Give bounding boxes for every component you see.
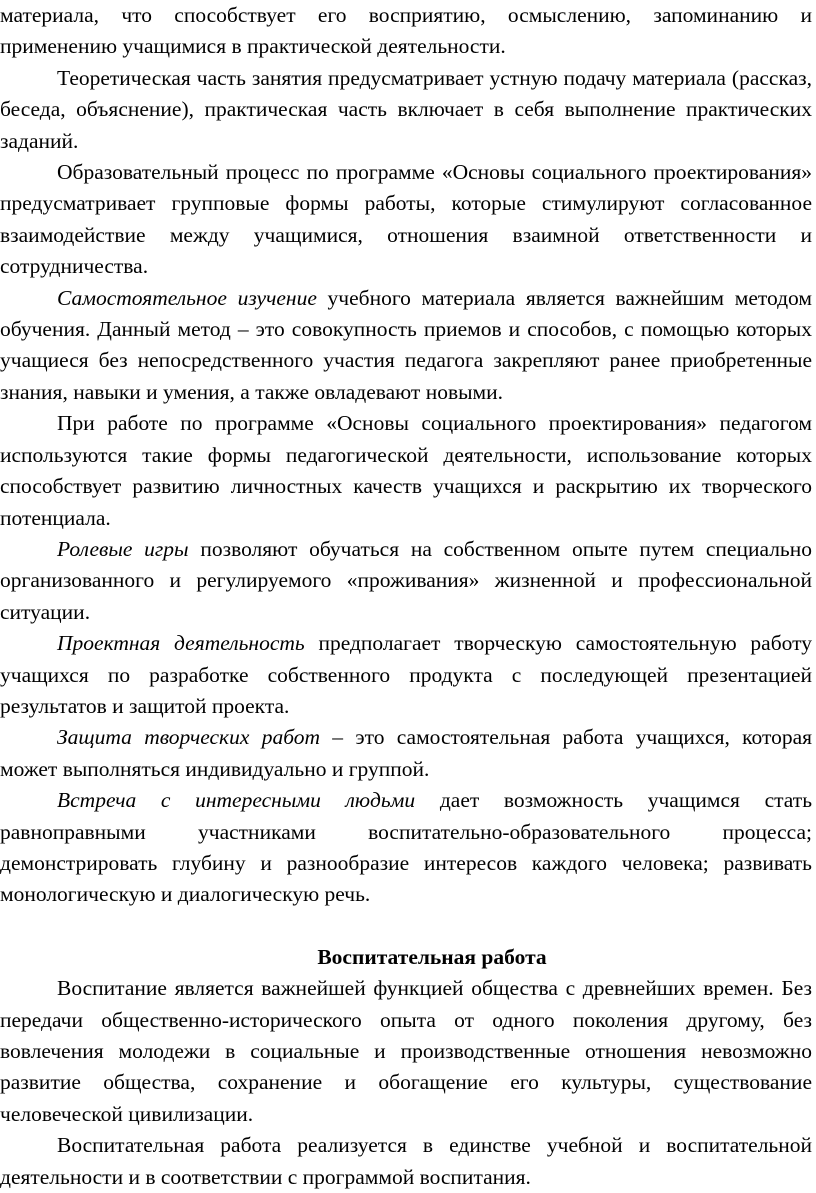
paragraph-text: Образовательный процесс по программе «Основы социального проектирования» предусматривает групповые формы работы, которые стимулируют согласованное взаимодействие между учащимися, отношения взаимной ответственности и сотрудничества.: [0, 160, 812, 279]
paragraph-meetings: [0, 785, 812, 911]
paragraph-continuation: [0, 0, 812, 63]
paragraph-text: предполагает творческую самостоятельную работу учащихся по разработке собственного продукта с последующей презентацией результатов и защитой проекта.: [0, 631, 812, 718]
paragraph-role-games: [0, 534, 812, 628]
paragraph-upbringing: [0, 973, 812, 1130]
paragraph-theory-practice: [0, 63, 812, 157]
paragraph-text: дает возможность учащимся стать равноправными участниками воспитательно-образовательного процесса; демонстрировать глубину и разнообразие интересов каждого человека; развивать монологическую и диалогическую речь.: [0, 788, 812, 907]
paragraph-creative-defense: [0, 722, 812, 785]
paragraph-lead-term: Самостоятельное изучение: [57, 285, 317, 310]
section-heading: Воспитательная работа: [317, 944, 547, 969]
paragraph-text: При работе по программе «Основы социального проектирования» педагогом используются такие формы педагогической деятельности, использование которых способствует развитию личностных качеств учащихся и раскрытию их творческого потенциала.: [0, 411, 812, 530]
paragraph-self-study: [0, 283, 812, 409]
paragraph-text: Воспитание является важнейшей функцией общества с древнейших времен. Без передачи общественно-исторического опыта от одного поколения другому, без вовлечения молодежи в социальные и производственные отношения невозможно развитие общества, сохранение и обогащение его культуры, существование человеческой цивилизации.: [0, 976, 812, 1126]
paragraph-lead-term: Проектная деятельность: [57, 631, 305, 656]
paragraph-text: Теоретическая часть занятия предусматривает устную подачу материала (рассказ, беседа, объяснение), практическая часть включает в себя выполнение практических заданий.: [0, 65, 812, 153]
paragraph-lead-term: Защита творческих работ: [57, 725, 321, 750]
paragraph-pedagogical-forms: [0, 408, 812, 534]
paragraph-lead-term: Встреча с интересными людьми: [57, 788, 416, 813]
paragraph-lead-term: Ролевые игры: [57, 536, 189, 561]
paragraph-project-activity: [0, 628, 812, 722]
paragraph-text: материала, что способствует его восприятию, осмыслению, запоминанию и применению учащимися в практической деятельности.: [0, 3, 812, 59]
paragraph-text: позволяют обучаться на собственном опыте путем специально организованного и регулируемого «проживания» жизненной и профессиональной ситуации.: [0, 536, 812, 624]
paragraph-group-work: [0, 157, 812, 283]
paragraph-text: Воспитательная работа реализуется в единстве учебной и воспитательной деятельности и в соответствии с программой воспитания.: [0, 1133, 812, 1189]
paragraph-text: учебного материала является важнейшим методом обучения. Данный метод – это совокупность приемов и способов, с помощью которых учащиеся без непосредственного участия педагога закрепляют ранее приобретенные знания, навыки и умения, а также овладевают новыми.: [0, 285, 812, 404]
paragraph-upbringing-work: [0, 1130, 812, 1193]
paragraph-text: – это самостоятельная работа учащихся, которая может выполняться индивидуально и группой.: [0, 725, 813, 781]
